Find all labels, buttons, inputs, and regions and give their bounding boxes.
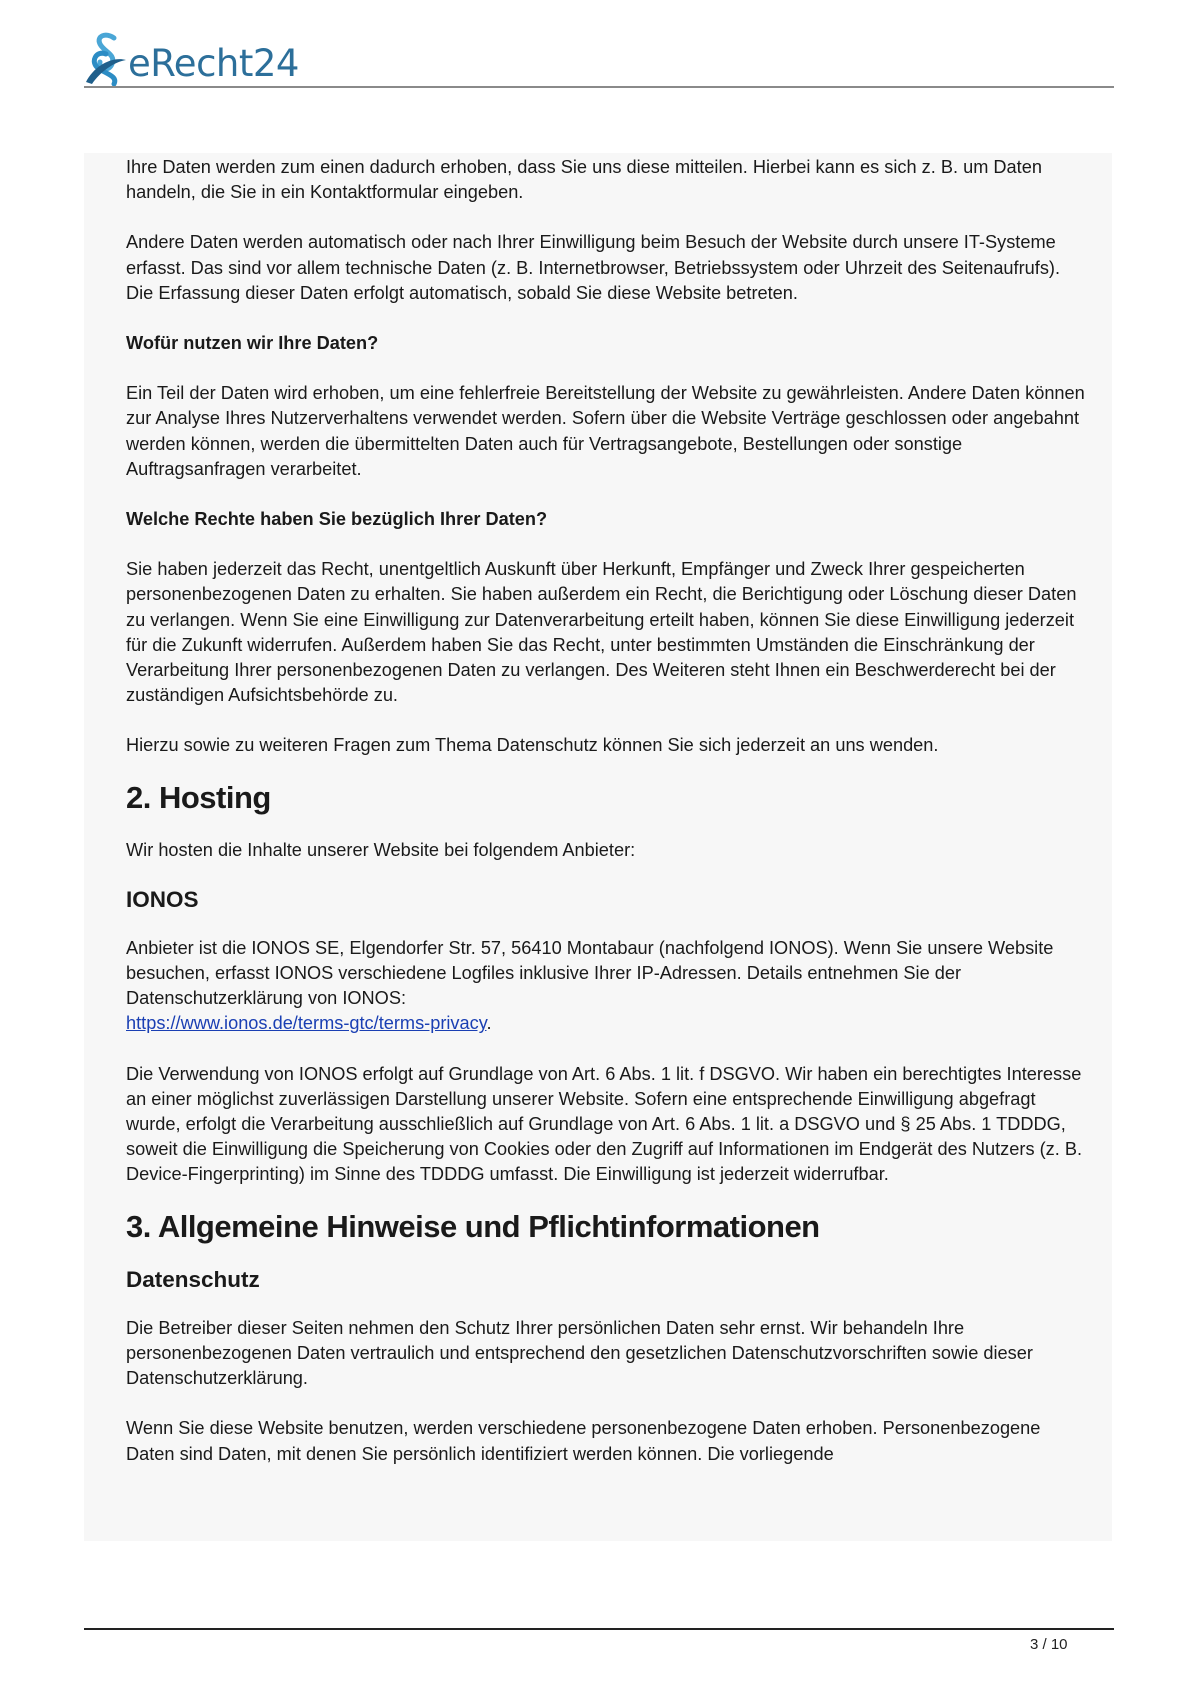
paragraph: Wir hosten die Inhalte unserer Website bei folgendem Anbieter:: [126, 839, 636, 860]
paragraph: Die Verwendung von IONOS erfolgt auf Grundlage von Art. 6 Abs. 1 lit. f DSGVO. Wir haben ein berechtigtes Interesse an einer möglichst zuverlässigen Darstellung unserer Website. Sofern eine entsprechende Einwilligung abgefragt wurde, erfolgt die Verarbeitung ausschließlich auf Grundlage von Art. 6 Abs. 1 lit. a DSGVO und § 25 Abs. 1 TDDDG, soweit die Einwilligung die Speicherung von Cookies oder den Zugriff auf Informationen im Endgerät des Nutzers (z. B. Device-Fingerprinting) im Sinne des TDDDG umfasst. Die Einwilligung ist jederzeit widerrufbar.: [126, 1063, 1083, 1185]
ionos-privacy-link[interactable]: https://www.ionos.de/terms-gtc/terms-privacy: [126, 1013, 487, 1034]
paragraph: Die Betreiber dieser Seiten nehmen den Schutz Ihrer persönlichen Daten sehr ernst. Wir behandeln Ihre personenbezogenen Daten vertraulich und entsprechend den gesetzlichen Datenschutzvorschriften sowie dieser Datenschutzerklärung.: [126, 1317, 1033, 1389]
paragraph: Andere Daten werden automatisch oder nach Ihrer Einwilligung beim Besuch der Website durch unsere IT-Systeme erfasst. Das sind vor allem technische Daten (z. B. Internetbrowser, Betriebssystem oder Uhrzeit des Seitenaufrufs). Die Erfassung dieser Daten erfolgt automatisch, sobald Sie diese Website betreten.: [126, 232, 1061, 303]
page-number: 3 / 10: [1030, 1636, 1068, 1653]
subheading-rights: Welche Rechte haben Sie bezüglich Ihrer Daten?: [126, 509, 548, 530]
paragraph: Ein Teil der Daten wird erhoben, um eine fehlerfreie Bereitstellung der Website zu gewährleisten. Andere Daten können zur Analyse Ihres Nutzerverhaltens verwendet werden. Sofern über die Website Verträge geschlossen oder angebahnt werden können, werden die übermittelten Daten auch für Vertragsangebote, Bestellungen oder sonstige Auftragsanfragen verarbeitet.: [126, 383, 1085, 479]
paragraph: Anbieter ist die IONOS SE, Elgendorfer Str. 57, 56410 Montabaur (nachfolgend IONOS). Wenn Sie unsere Website besuchen, erfasst IONOS verschiedene Logfiles inklusive Ihrer IP-Adressen. Details entnehmen Sie der Datenschutzerklärung von IONOS: https://www.ionos.de/terms-gtc/terms-privacy.: [126, 937, 1054, 1034]
subheading-data-usage: Wofür nutzen wir Ihre Daten?: [126, 333, 379, 354]
paragraph-sign-icon: [84, 32, 128, 86]
paragraph: Hierzu sowie zu weiteren Fragen zum Thema Datenschutz können Sie sich jederzeit an uns wenden.: [126, 735, 939, 756]
content-box: [84, 153, 1112, 1541]
paragraph: Sie haben jederzeit das Recht, unentgeltlich Auskunft über Herkunft, Empfänger und Zweck Ihrer gespeicherten personenbezogenen Daten zu erhalten. Sie haben außerdem ein Recht, die Berichtigung oder Löschung dieser Daten zu verlangen. Wenn Sie eine Einwilligung zur Datenverarbeitung erteilt haben, können Sie diese Einwilligung jederzeit für die Zukunft widerrufen. Außerdem haben Sie das Recht, unter bestimmten Umständen die Einschränkung der Verarbeitung Ihrer personenbezogenen Daten zu verlangen. Des Weiteren steht Ihnen ein Beschwerderecht bei der zuständigen Aufsichtsbehörde zu.: [126, 559, 1077, 706]
section-heading-general: 3. Allgemeine Hinweise und Pflichtinformationen: [126, 1208, 820, 1244]
erecht24-logo: [84, 28, 299, 86]
footer-divider: [84, 1628, 1114, 1630]
document-content: [126, 155, 1086, 1467]
paragraph: Wenn Sie diese Website benutzen, werden verschiedene personenbezogene Daten erhoben. Personenbezogene Daten sind Daten, mit denen Sie persönlich identifiziert werden können. Die vorliegende: [126, 1418, 1041, 1464]
paragraph: Ihre Daten werden zum einen dadurch erhoben, dass Sie uns diese mitteilen. Hierbei kann es sich z. B. um Daten handeln, die Sie in ein Kontaktformular eingeben.: [126, 157, 1042, 203]
section-heading-hosting: 2. Hosting: [126, 779, 271, 815]
page-header: [84, 28, 1114, 88]
subsection-heading-datenschutz: Datenschutz: [126, 1266, 260, 1292]
logo-text: eRecht24: [128, 42, 299, 85]
subsection-heading-ionos: IONOS: [126, 886, 199, 912]
header-divider: [84, 86, 1114, 88]
